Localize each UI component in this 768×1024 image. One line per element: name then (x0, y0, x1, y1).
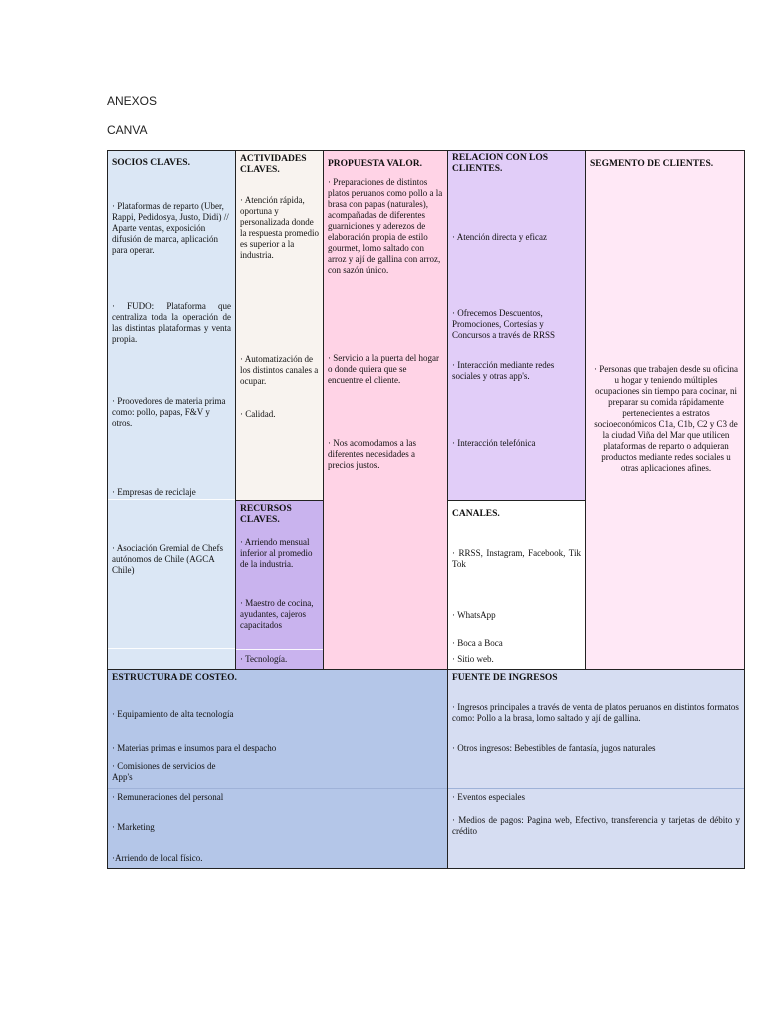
key-activities-title: ACTIVIDADES CLAVES. (240, 154, 307, 175)
key-activity-item: · Calidad. (240, 409, 276, 419)
cost-item: ·Arriendo de local físico. (112, 853, 203, 863)
cost-item: · Materias primas e insumos para el despacho (112, 743, 277, 753)
revenue-streams-title: FUENTE DE INGRESOS (452, 673, 558, 683)
cost-item: · Equipamiento de alta tecnología (112, 709, 234, 719)
business-model-canvas (107, 150, 745, 869)
cost-item: · Remuneraciones del personal (112, 792, 224, 802)
cost-structure-title: ESTRUCTURA DE COSTEO. (112, 673, 237, 683)
key-partner-item: · Empresas de reciclaje (112, 487, 196, 497)
channels-title: CANALES. (452, 509, 500, 519)
customer-segment-text: · Personas que trabajen desde su oficina u hogar y teniendo múltiples ocupaciones sin tiempo para cocinar, ni preparar su comida rápidamente pertenecientes a estratos socioeconómicos C1a, C1b, C2 y C3 de la ciudad Viña del Mar que utilicen plataformas de reparto o adquieran productos mediante redes sociales u otras aplicaciones afines. (594, 364, 738, 473)
customer-relationship-item: · Interacción telefónica (452, 438, 536, 448)
value-proposition-title: PROPUESTA VALOR. (328, 159, 422, 169)
key-partners-block (107, 150, 236, 670)
channels-block (447, 500, 586, 670)
key-resource-item: · Maestro de cocina, ayudantes, cajeros capacitados (240, 598, 314, 630)
revenue-item: · Eventos especiales (452, 792, 525, 802)
customer-segments-title: SEGMENTO DE CLIENTES. (590, 159, 714, 169)
key-partner-item: · Plataformas de reparto (Uber, Rappi, Pedidosya, Justo, Didi) // Aparte ventas, exposición difusión de marca, aplicación para operar. (112, 201, 229, 255)
revenue-item: · Ingresos principales a través de venta de platos peruanos en distintos formatos como: Pollo a la brasa, lomo saltado y ají de gallina. (452, 702, 739, 723)
customer-relationships-title: RELACION CON LOS CLIENTES. (452, 153, 549, 174)
key-resources-block (235, 500, 324, 670)
value-proposition-item: · Preparaciones de distintos platos peruanos como pollo a la brasa con papas (naturales), acompañadas de diferentes guarniciones y aderezos de elaboración propia de estilo gourmet, lomo saltado con arroz y ají de gallina con arroz, con sazón único. (328, 177, 443, 275)
heading-anexos: ANEXOS (107, 94, 158, 108)
cost-item: · Comisiones de servicios de App's (112, 761, 216, 782)
channel-item: · Boca a Boca (452, 638, 503, 648)
customer-relationships-block (447, 150, 586, 501)
revenue-streams-block (447, 669, 745, 869)
key-partners-title: SOCIOS CLAVES. (112, 158, 190, 168)
channel-item: · WhatsApp (452, 610, 496, 620)
value-proposition-item: · Servicio a la puerta del hogar o donde quiera que se encuentre el cliente. (328, 353, 439, 385)
revenue-item: · Medios de pagos: Pagina web, Efectivo, transferencia y tarjetas de débito y crédito (452, 815, 740, 836)
channel-item: · RRSS, Instagram, Facebook, Tik Tok (452, 548, 581, 569)
revenue-item: · Otros ingresos: Bebestibles de fantasía, jugos naturales (452, 743, 656, 753)
key-activity-item: · Atención rápida, oportuna y personalizada donde la respuesta promedio es superior a la industria. (240, 195, 319, 260)
key-resource-item: · Tecnología. (240, 654, 288, 664)
key-partner-item: · Asociación Gremial de Chefs autónomos de Chile (AGCA Chile) (112, 543, 223, 575)
value-proposition-item: · Nos acomodamos a las diferentes necesidades a precios justos. (328, 438, 416, 470)
channel-item: · Sitio web. (452, 654, 494, 664)
cost-structure-block (107, 669, 448, 869)
cost-item: · Marketing (112, 822, 155, 832)
value-proposition-block (323, 150, 448, 670)
key-partner-item: · FUDO: Plataforma que centraliza toda la operación de las distintas plataformas y venta propia. (112, 301, 231, 344)
heading-canva: CANVA (107, 123, 148, 137)
key-resources-title: RECURSOS CLAVES. (240, 504, 292, 525)
key-resource-item: · Arriendo mensual inferior al promedio de la industria. (240, 537, 313, 569)
key-activities-block (235, 150, 324, 501)
key-partner-item: · Proovedores de materia prima como: pollo, papas, F&V y otros. (112, 396, 226, 428)
customer-relationship-item: · Ofrecemos Descuentos, Promociones, Cortesías y Concursos a través de RRSS (452, 308, 555, 340)
customer-segments-block (585, 150, 745, 670)
customer-relationship-item: · Interacción mediante redes sociales y otras app's. (452, 360, 555, 381)
customer-relationship-item: · Atención directa y eficaz (452, 232, 547, 242)
key-activity-item: · Automatización de los distintos canales a ocupar. (240, 354, 319, 386)
